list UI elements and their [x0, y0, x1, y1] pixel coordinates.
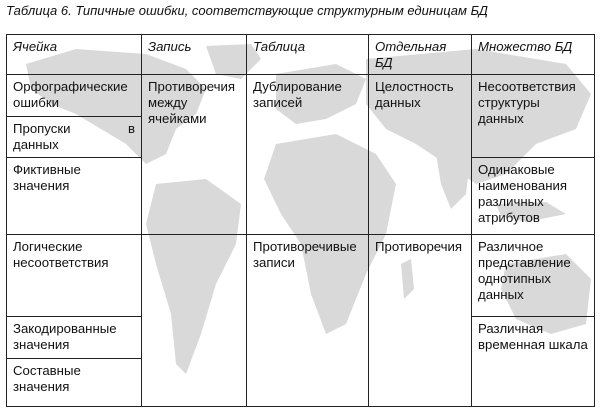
cell-razlichnoe-predstavlenie: Различное представление однотипных данных [472, 235, 595, 317]
errors-table [6, 34, 595, 407]
cell-propuski-line2: данных [13, 137, 59, 152]
cell-protivorechiya: Противоречия [369, 235, 472, 407]
cell-fiktivnye-znacheniya: Фиктивные значения [7, 158, 142, 235]
header-cell-zapis: Запись [142, 35, 247, 75]
table-row [7, 75, 595, 117]
cell-zakodirovannye-znacheniya: Закодированные значения [7, 317, 142, 359]
cell-celostnost-dannyh: Целостность данных [369, 75, 472, 235]
header-row [7, 35, 595, 75]
table-caption: Таблица 6. Типичные ошибки, соответствующие структурным единицам БД [6, 3, 488, 18]
cell-propuski-v-dannyh [7, 117, 142, 158]
header-cell-otdelnaya-bd: Отдельная БД [369, 35, 472, 75]
header-cell-mnozhestvo-bd: Множество БД [472, 35, 595, 75]
table-container [6, 34, 594, 406]
cell-zapis-empty [142, 235, 247, 407]
cell-dublirovanie-zapisei: Дублирование записей [247, 75, 369, 235]
cell-nesootvetstviya-struktury: Несоответствия структуры данных [472, 75, 595, 158]
cell-sostavnye-znacheniya: Составные значения [7, 359, 142, 407]
cell-odinakovye-naimenovaniya: Одинаковые наименования различных атрибутов [472, 158, 595, 235]
cell-protivorechiya-mezhdu-yacheikami: Противоречия между ячейками [142, 75, 247, 235]
header-cell-yacheika: Ячейка [7, 35, 142, 75]
cell-orfograficheskie-oshibki: Орфографические ошибки [7, 75, 142, 117]
header-cell-tablica: Таблица [247, 35, 369, 75]
cell-protivorechivye-zapisi: Противоречивые записи [247, 235, 369, 407]
cell-razlichnaya-vremennaya-shkala: Различная временная шкала [472, 317, 595, 407]
table-row [7, 235, 595, 317]
cell-propuski-line1: Пропуски в [13, 121, 135, 136]
cell-logicheskie-nesootvetstviya: Логические несоответствия [7, 235, 142, 317]
